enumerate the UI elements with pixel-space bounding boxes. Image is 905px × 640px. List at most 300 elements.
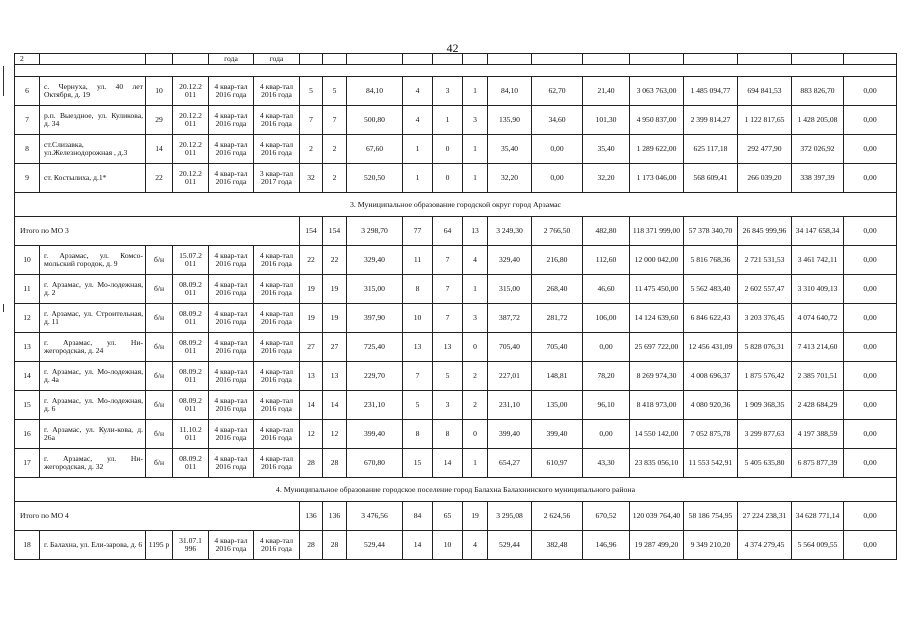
cell bbox=[463, 54, 488, 65]
cell-area: 725,40 bbox=[347, 333, 403, 362]
cell-m1: 1 173 046,00 bbox=[630, 164, 684, 193]
total-c2: 154 bbox=[323, 217, 347, 246]
cell-m3: 1 875 576,42 bbox=[738, 362, 792, 391]
cell-m5: 0,00 bbox=[844, 531, 897, 560]
cell-doc: б/н bbox=[146, 246, 173, 275]
cell-m2: 568 609,41 bbox=[684, 164, 738, 193]
cell-p1: 7 bbox=[403, 362, 433, 391]
cell-a2: 610,97 bbox=[532, 449, 583, 478]
cell-m1: 1 289 622,00 bbox=[630, 135, 684, 164]
cell-end: 4 квар-тал 2016 года bbox=[254, 391, 300, 420]
cell-a2: 0,00 bbox=[532, 164, 583, 193]
total-label: Итого по МО 3 bbox=[15, 217, 300, 246]
total-c2: 136 bbox=[323, 502, 347, 531]
cell-a2: 281,72 bbox=[532, 304, 583, 333]
cell-a3: 112,60 bbox=[583, 246, 630, 275]
cell-m5: 0,00 bbox=[844, 449, 897, 478]
table-row bbox=[15, 304, 897, 333]
cell-a3: 96,10 bbox=[583, 391, 630, 420]
cell-start: 4 квар-тал 2016 года bbox=[209, 77, 254, 106]
section-header bbox=[15, 478, 897, 502]
cell-end: 4 квар-тал 2016 года bbox=[254, 420, 300, 449]
cell-m2: 5 562 483,40 bbox=[684, 275, 738, 304]
cell-m2: 4 008 696,37 bbox=[684, 362, 738, 391]
cell-address: г. Балахна, ул. Ели-зарова, д. 6 bbox=[40, 531, 146, 560]
cell-p1: 11 bbox=[403, 246, 433, 275]
total-a1: 3 295,08 bbox=[488, 502, 532, 531]
cell-c1: 28 bbox=[300, 449, 323, 478]
total-area: 3 476,56 bbox=[347, 502, 403, 531]
total-p3: 19 bbox=[463, 502, 488, 531]
cell-m3: 2 721 531,53 bbox=[738, 246, 792, 275]
cell bbox=[488, 54, 532, 65]
cell-a1: 231,10 bbox=[488, 391, 532, 420]
cell-m2: 4 080 920,36 bbox=[684, 391, 738, 420]
cell-m4: 2 428 684,29 bbox=[792, 391, 844, 420]
cell bbox=[300, 54, 323, 65]
cell-address: г. Арзамас, ул. Кули-кова, д. 26а bbox=[40, 420, 146, 449]
cell-p1: 8 bbox=[403, 420, 433, 449]
cell-m4: 372 026,92 bbox=[792, 135, 844, 164]
cell-m1: 12 000 042,00 bbox=[630, 246, 684, 275]
data-table bbox=[14, 53, 897, 560]
cell-p2: 0 bbox=[433, 135, 463, 164]
cell-no: 2 bbox=[15, 54, 40, 65]
total-m4: 34 147 658,34 bbox=[792, 217, 844, 246]
cell-m2: 7 052 875,78 bbox=[684, 420, 738, 449]
section-title: 4. Муниципальное образование городское поселение город Балахна Балахнинского муниципального района bbox=[15, 478, 897, 502]
total-p2: 65 bbox=[433, 502, 463, 531]
cell-c2: 19 bbox=[323, 304, 347, 333]
cell-p2: 13 bbox=[433, 333, 463, 362]
cell-a3: 46,60 bbox=[583, 275, 630, 304]
total-c1: 154 bbox=[300, 217, 323, 246]
cell-m2: 11 553 542,91 bbox=[684, 449, 738, 478]
cell-no: 13 bbox=[15, 333, 40, 362]
cell-start: 4 квар-тал 2016 года bbox=[209, 164, 254, 193]
total-p1: 84 bbox=[403, 502, 433, 531]
cell-start: 4 квар-тал 2016 года bbox=[209, 333, 254, 362]
blank-cell bbox=[15, 65, 897, 77]
cell-a2: 135,00 bbox=[532, 391, 583, 420]
cell-doc: 14 bbox=[146, 135, 173, 164]
cell-m1: 19 287 499,20 bbox=[630, 531, 684, 560]
cell-c1: 32 bbox=[300, 164, 323, 193]
cell bbox=[844, 54, 897, 65]
cell-no: 16 bbox=[15, 420, 40, 449]
cell bbox=[433, 54, 463, 65]
cell-p3: 0 bbox=[463, 333, 488, 362]
cell-p2: 7 bbox=[433, 275, 463, 304]
cell-start: 4 квар-тал 2016 года bbox=[209, 135, 254, 164]
cell-c2: 19 bbox=[323, 275, 347, 304]
cell-p2: 8 bbox=[433, 420, 463, 449]
cell-no: 10 bbox=[15, 246, 40, 275]
cell-p1: 4 bbox=[403, 106, 433, 135]
cell-end: 4 квар-тал 2016 года bbox=[254, 77, 300, 106]
cell-end: 4 квар-тал 2016 года bbox=[254, 275, 300, 304]
cell-m5: 0,00 bbox=[844, 135, 897, 164]
cell-p3: 1 bbox=[463, 135, 488, 164]
cell-doc: 1195 р bbox=[146, 531, 173, 560]
cell-m3: 3 203 376,45 bbox=[738, 304, 792, 333]
cell-a2: 705,40 bbox=[532, 333, 583, 362]
continuation-row bbox=[15, 54, 897, 65]
table-row bbox=[15, 420, 897, 449]
cell-date: 11.10.2 011 bbox=[173, 420, 209, 449]
cell-area: 529,44 bbox=[347, 531, 403, 560]
cell-p2: 0 bbox=[433, 164, 463, 193]
cell-c1: 2 bbox=[300, 135, 323, 164]
cell-end: 4 квар-тал 2016 года bbox=[254, 246, 300, 275]
cell-start: 4 квар-тал 2016 года bbox=[209, 391, 254, 420]
page-number: 42 bbox=[446, 41, 459, 55]
cell-doc: б/н bbox=[146, 362, 173, 391]
table-row bbox=[15, 77, 897, 106]
cell-a2: 399,40 bbox=[532, 420, 583, 449]
cell-p3: 2 bbox=[463, 362, 488, 391]
cell-a3: 78,20 bbox=[583, 362, 630, 391]
cell-date: 20.12.2 011 bbox=[173, 164, 209, 193]
cell-address: г. Арзамас, ул. Мо-лодежная, д. 6 bbox=[40, 391, 146, 420]
total-a2: 2 624,56 bbox=[532, 502, 583, 531]
cell-area: 67,60 bbox=[347, 135, 403, 164]
total-a2: 2 766,50 bbox=[532, 217, 583, 246]
cell-area: 520,50 bbox=[347, 164, 403, 193]
total-m2: 57 378 340,70 bbox=[684, 217, 738, 246]
cell-c2: 13 bbox=[323, 362, 347, 391]
cell-address: г. Арзамас, ул. Ни-жегородская, д. 24 bbox=[40, 333, 146, 362]
cell-a1: 315,00 bbox=[488, 275, 532, 304]
total-row bbox=[15, 502, 897, 531]
cell-area: 229,70 bbox=[347, 362, 403, 391]
cell-m3: 1 122 817,65 bbox=[738, 106, 792, 135]
cell-m3: 5 405 635,80 bbox=[738, 449, 792, 478]
cell-a1: 35,40 bbox=[488, 135, 532, 164]
cell-p3: 4 bbox=[463, 531, 488, 560]
cell-date: 20.12.2 011 bbox=[173, 135, 209, 164]
cell-doc bbox=[146, 54, 173, 65]
total-row bbox=[15, 217, 897, 246]
cell-m4: 2 385 701,51 bbox=[792, 362, 844, 391]
cell-m1: 3 063 763,00 bbox=[630, 77, 684, 106]
cell-a2: 216,80 bbox=[532, 246, 583, 275]
cell-m1: 25 697 722,00 bbox=[630, 333, 684, 362]
cell-a1: 654,27 bbox=[488, 449, 532, 478]
cell-p3: 3 bbox=[463, 106, 488, 135]
cell-m3: 4 374 279,45 bbox=[738, 531, 792, 560]
cell-c2: 5 bbox=[323, 77, 347, 106]
cell-a2: 382,48 bbox=[532, 531, 583, 560]
cell-p2: 10 bbox=[433, 531, 463, 560]
cell-p3: 3 bbox=[463, 304, 488, 333]
total-p3: 13 bbox=[463, 217, 488, 246]
cell-start: 4 квар-тал 2016 года bbox=[209, 275, 254, 304]
cell-doc: 22 bbox=[146, 164, 173, 193]
cell-no: 6 bbox=[15, 77, 40, 106]
cell-start: 4 квар-тал 2016 года bbox=[209, 304, 254, 333]
total-m3: 26 845 999,96 bbox=[738, 217, 792, 246]
cell-date: 08.09.2 011 bbox=[173, 333, 209, 362]
table-row bbox=[15, 362, 897, 391]
cell-start: 4 квар-тал 2016 года bbox=[209, 449, 254, 478]
cell-no: 11 bbox=[15, 275, 40, 304]
cell-c2: 7 bbox=[323, 106, 347, 135]
cell bbox=[738, 54, 792, 65]
cell-address: ст.Слизавка, ул.Железнодорожная , д.3 bbox=[40, 135, 146, 164]
cell-address: г. Арзамас, ул. Мо-лодежная, д. 4а bbox=[40, 362, 146, 391]
cell-c2: 12 bbox=[323, 420, 347, 449]
cell-area: 500,80 bbox=[347, 106, 403, 135]
cell-end: 4 квар-тал 2016 года bbox=[254, 362, 300, 391]
cell-doc: б/н bbox=[146, 420, 173, 449]
cell-address: с. Чернуха, ул. 40 лет Октября, д. 19 bbox=[40, 77, 146, 106]
cell-date: 20.12.2 011 bbox=[173, 106, 209, 135]
table-row bbox=[15, 135, 897, 164]
cell-a3: 43,30 bbox=[583, 449, 630, 478]
cell-address bbox=[40, 54, 146, 65]
cell-p1: 4 bbox=[403, 77, 433, 106]
cell-a3: 101,30 bbox=[583, 106, 630, 135]
cell-c1: 7 bbox=[300, 106, 323, 135]
total-a1: 3 249,30 bbox=[488, 217, 532, 246]
cell-no: 9 bbox=[15, 164, 40, 193]
cell-m5: 0,00 bbox=[844, 304, 897, 333]
cell-c2: 27 bbox=[323, 333, 347, 362]
cell-m1: 14 124 639,60 bbox=[630, 304, 684, 333]
cell-address: г. Арзамас, ул. Ни-жегородская, д. 32 bbox=[40, 449, 146, 478]
total-m5: 0,00 bbox=[844, 217, 897, 246]
cell-m4: 338 397,39 bbox=[792, 164, 844, 193]
cell-p2: 5 bbox=[433, 362, 463, 391]
cell-address: ст. Костылиха, д.1* bbox=[40, 164, 146, 193]
cell-p3: 4 bbox=[463, 246, 488, 275]
cell-m4: 4 074 640,72 bbox=[792, 304, 844, 333]
cell-m4: 6 875 877,39 bbox=[792, 449, 844, 478]
cell-date: 08.09.2 011 bbox=[173, 391, 209, 420]
cell-a1: 399,40 bbox=[488, 420, 532, 449]
cell-c2: 28 bbox=[323, 449, 347, 478]
cell-m5: 0,00 bbox=[844, 77, 897, 106]
total-m1: 120 039 764,40 bbox=[630, 502, 684, 531]
cell-p1: 5 bbox=[403, 391, 433, 420]
cell-area: 329,40 bbox=[347, 246, 403, 275]
section-title: 3. Муниципальное образование городской округ город Арзамас bbox=[15, 193, 897, 217]
cell-start: 4 квар-тал 2016 года bbox=[209, 246, 254, 275]
cell-m1: 8 418 973,00 bbox=[630, 391, 684, 420]
cell-p3: 1 bbox=[463, 77, 488, 106]
cell-c1: 5 bbox=[300, 77, 323, 106]
cell-start: 4 квар-тал 2016 года bbox=[209, 362, 254, 391]
cell-a3: 146,96 bbox=[583, 531, 630, 560]
cell-address: г. Арзамас, ул. Строительная, д. 11 bbox=[40, 304, 146, 333]
cell-no: 15 bbox=[15, 391, 40, 420]
cell-date: 31.07.1 996 bbox=[173, 531, 209, 560]
cell-m2: 9 349 210,20 bbox=[684, 531, 738, 560]
cell-date: 20.12.2 011 bbox=[173, 77, 209, 106]
cell-a3: 106,00 bbox=[583, 304, 630, 333]
total-m3: 27 224 238,31 bbox=[738, 502, 792, 531]
cell-address: р.п. Выездное, ул. Куликова, д. 34 bbox=[40, 106, 146, 135]
cell-p2: 3 bbox=[433, 77, 463, 106]
table-row bbox=[15, 391, 897, 420]
table-row bbox=[15, 275, 897, 304]
table-row bbox=[15, 531, 897, 560]
cell-a1: 329,40 bbox=[488, 246, 532, 275]
margin-mark bbox=[3, 66, 4, 96]
cell-c1: 19 bbox=[300, 275, 323, 304]
cell-end: 4 квар-тал 2016 года bbox=[254, 449, 300, 478]
cell-no: 12 bbox=[15, 304, 40, 333]
total-a3: 482,80 bbox=[583, 217, 630, 246]
cell-c2: 28 bbox=[323, 531, 347, 560]
cell-m3: 266 039,20 bbox=[738, 164, 792, 193]
cell-m4: 4 197 388,59 bbox=[792, 420, 844, 449]
cell-c2: 22 bbox=[323, 246, 347, 275]
cell-c1: 28 bbox=[300, 531, 323, 560]
cell-end: 4 квар-тал 2016 года bbox=[254, 304, 300, 333]
total-c1: 136 bbox=[300, 502, 323, 531]
cell-a2: 268,40 bbox=[532, 275, 583, 304]
cell-no: 17 bbox=[15, 449, 40, 478]
cell-p1: 14 bbox=[403, 531, 433, 560]
cell-end: 3 квар-тал 2017 года bbox=[254, 164, 300, 193]
cell-m2: 6 846 622,43 bbox=[684, 304, 738, 333]
cell-m3: 5 828 076,31 bbox=[738, 333, 792, 362]
cell-m5: 0,00 bbox=[844, 106, 897, 135]
cell-a1: 227,01 bbox=[488, 362, 532, 391]
cell-c2: 2 bbox=[323, 135, 347, 164]
cell-m3: 2 602 557,47 bbox=[738, 275, 792, 304]
cell bbox=[684, 54, 738, 65]
cell-a2: 0,00 bbox=[532, 135, 583, 164]
cell-p2: 7 bbox=[433, 304, 463, 333]
cell-m3: 1 909 368,35 bbox=[738, 391, 792, 420]
table-row bbox=[15, 449, 897, 478]
cell-doc: б/н bbox=[146, 275, 173, 304]
cell-end: 4 квар-тал 2016 года bbox=[254, 531, 300, 560]
cell-m4: 3 310 409,13 bbox=[792, 275, 844, 304]
cell-m2: 625 117,18 bbox=[684, 135, 738, 164]
cell-doc: б/н bbox=[146, 333, 173, 362]
cell-address: г. Арзамас, ул. Мо-лодежная, д. 2 bbox=[40, 275, 146, 304]
total-area: 3 298,70 bbox=[347, 217, 403, 246]
housing-table bbox=[14, 53, 897, 560]
cell-start: 4 квар-тал 2016 года bbox=[209, 420, 254, 449]
cell-a1: 84,10 bbox=[488, 77, 532, 106]
cell-doc: 10 bbox=[146, 77, 173, 106]
cell bbox=[347, 54, 403, 65]
cell-p3: 2 bbox=[463, 391, 488, 420]
cell-a2: 34,60 bbox=[532, 106, 583, 135]
cell-m5: 0,00 bbox=[844, 420, 897, 449]
total-label: Итого по МО 4 bbox=[15, 502, 300, 531]
cell-start: года bbox=[209, 54, 254, 65]
total-p2: 64 bbox=[433, 217, 463, 246]
cell-c1: 27 bbox=[300, 333, 323, 362]
table-row bbox=[15, 246, 897, 275]
cell-a1: 32,20 bbox=[488, 164, 532, 193]
cell-area: 397,90 bbox=[347, 304, 403, 333]
cell-p3: 1 bbox=[463, 164, 488, 193]
cell bbox=[403, 54, 433, 65]
cell-m4: 1 428 205,08 bbox=[792, 106, 844, 135]
blank-row bbox=[15, 65, 897, 77]
total-m1: 118 371 999,00 bbox=[630, 217, 684, 246]
cell-date: 08.09.2 011 bbox=[173, 275, 209, 304]
cell-m2: 1 485 094,77 bbox=[684, 77, 738, 106]
cell-p3: 1 bbox=[463, 449, 488, 478]
cell-m5: 0,00 bbox=[844, 362, 897, 391]
table-row bbox=[15, 164, 897, 193]
cell-m1: 4 950 837,00 bbox=[630, 106, 684, 135]
cell-area: 399,40 bbox=[347, 420, 403, 449]
cell-p1: 8 bbox=[403, 275, 433, 304]
cell-p2: 7 bbox=[433, 246, 463, 275]
cell bbox=[532, 54, 583, 65]
cell-m5: 0,00 bbox=[844, 333, 897, 362]
cell-c1: 13 bbox=[300, 362, 323, 391]
cell-m2: 12 456 431,09 bbox=[684, 333, 738, 362]
cell-m2: 2 399 814,27 bbox=[684, 106, 738, 135]
total-p1: 77 bbox=[403, 217, 433, 246]
cell-date bbox=[173, 54, 209, 65]
cell-p3: 0 bbox=[463, 420, 488, 449]
cell-m3: 3 299 877,63 bbox=[738, 420, 792, 449]
cell-no: 14 bbox=[15, 362, 40, 391]
cell-m1: 14 550 142,00 bbox=[630, 420, 684, 449]
cell-a3: 21,40 bbox=[583, 77, 630, 106]
total-a3: 670,52 bbox=[583, 502, 630, 531]
cell-p2: 3 bbox=[433, 391, 463, 420]
cell-date: 08.09.2 011 bbox=[173, 304, 209, 333]
cell-c1: 14 bbox=[300, 391, 323, 420]
cell-c1: 12 bbox=[300, 420, 323, 449]
cell-m1: 23 835 056,10 bbox=[630, 449, 684, 478]
cell-doc: 29 bbox=[146, 106, 173, 135]
cell-p3: 1 bbox=[463, 275, 488, 304]
cell-end: 4 квар-тал 2016 года bbox=[254, 135, 300, 164]
cell-start: 4 квар-тал 2016 года bbox=[209, 531, 254, 560]
cell-a1: 387,72 bbox=[488, 304, 532, 333]
total-m4: 34 628 771,14 bbox=[792, 502, 844, 531]
cell-area: 231,10 bbox=[347, 391, 403, 420]
cell-m5: 0,00 bbox=[844, 164, 897, 193]
cell-start: 4 квар-тал 2016 года bbox=[209, 106, 254, 135]
cell-end: года bbox=[254, 54, 300, 65]
cell-area: 84,10 bbox=[347, 77, 403, 106]
cell-area: 315,00 bbox=[347, 275, 403, 304]
cell-doc: б/н bbox=[146, 391, 173, 420]
cell-p1: 1 bbox=[403, 164, 433, 193]
cell-a1: 529,44 bbox=[488, 531, 532, 560]
margin-mark bbox=[3, 304, 4, 312]
cell-date: 15.07.2 011 bbox=[173, 246, 209, 275]
cell-m4: 3 461 742,11 bbox=[792, 246, 844, 275]
cell-p1: 13 bbox=[403, 333, 433, 362]
cell-a3: 0,00 bbox=[583, 333, 630, 362]
cell bbox=[630, 54, 684, 65]
cell-m5: 0,00 bbox=[844, 391, 897, 420]
cell-no: 18 bbox=[15, 531, 40, 560]
cell-p1: 1 bbox=[403, 135, 433, 164]
cell-m5: 0,00 bbox=[844, 275, 897, 304]
section-header bbox=[15, 193, 897, 217]
cell-a3: 32,20 bbox=[583, 164, 630, 193]
cell-m3: 694 841,53 bbox=[738, 77, 792, 106]
cell-a2: 62,70 bbox=[532, 77, 583, 106]
cell-address: г. Арзамас, ул. Комсо-мольский городок, д. 9 bbox=[40, 246, 146, 275]
